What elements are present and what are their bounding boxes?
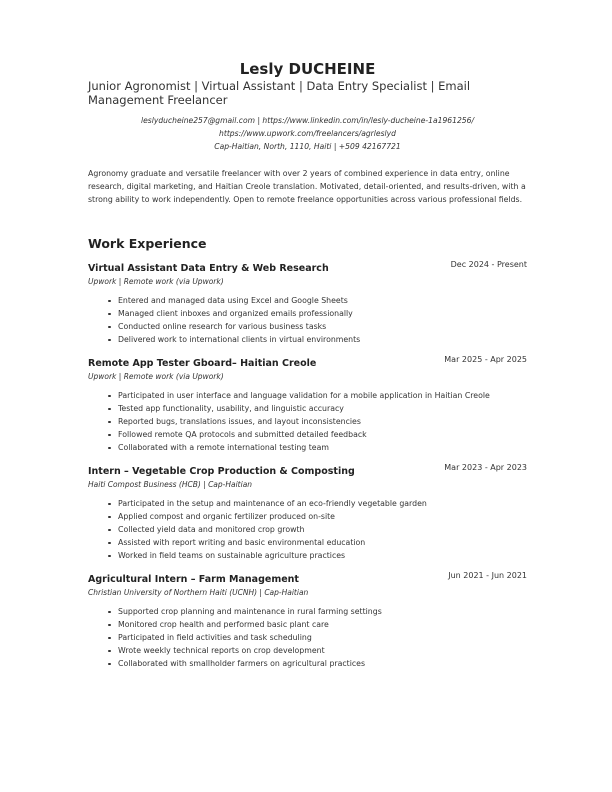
- job-bullet: Monitored crop health and performed basic plant care: [118, 618, 527, 631]
- job-entry: [88, 465, 527, 562]
- job-title: Agricultural Intern – Farm Management: [88, 574, 299, 585]
- job-entry: [88, 573, 527, 670]
- job-title: Intern – Vegetable Crop Production & Composting: [88, 466, 355, 477]
- job-bullet: Tested app functionality, usability, and linguistic accuracy: [118, 402, 527, 415]
- job-bullets: [88, 294, 527, 346]
- job-bullet: Collected yield data and monitored crop growth: [118, 523, 527, 536]
- job-date: Mar 2025 - Apr 2025: [444, 355, 527, 364]
- section-heading-work-experience: Work Experience: [88, 236, 207, 251]
- job-date: Dec 2024 - Present: [450, 260, 527, 269]
- job-company: Upwork | Remote work (via Upwork): [88, 372, 224, 381]
- job-bullet: Participated in field activities and task scheduling: [118, 631, 527, 644]
- job-bullet: Collaborated with a remote international testing team: [118, 441, 527, 454]
- job-bullet: Entered and managed data using Excel and Google Sheets: [118, 294, 527, 307]
- job-bullet: Delivered work to international clients in virtual environments: [118, 333, 527, 346]
- job-date: Mar 2023 - Apr 2023: [444, 463, 527, 472]
- job-bullet: Assisted with report writing and basic environmental education: [118, 536, 527, 549]
- contact-upwork[interactable]: https://www.upwork.com/freelancers/agrleslyd: [219, 129, 396, 138]
- job-company: Christian University of Northern Haiti (UCNH) | Cap-Haitian: [88, 588, 309, 597]
- professional-title: Junior Agronomist | Virtual Assistant | Data Entry Specialist | Email Management Freelancer: [88, 79, 471, 107]
- job-bullet: Collaborated with smallholder farmers on agricultural practices: [118, 657, 527, 670]
- job-bullet: Managed client inboxes and organized emails professionally: [118, 307, 527, 320]
- candidate-name: Lesly DUCHEINE: [239, 60, 376, 78]
- job-bullets: [88, 389, 527, 454]
- job-bullet: Applied compost and organic fertilizer produced on-site: [118, 510, 527, 523]
- contact-address-phone: Cap-Haitian, North, 1110, Haiti | +509 42167721: [214, 142, 401, 151]
- job-bullets: [88, 497, 527, 562]
- job-entry: [88, 262, 527, 346]
- job-title: Remote App Tester Gboard– Haitian Creole: [88, 358, 317, 369]
- job-company: Upwork | Remote work (via Upwork): [88, 277, 224, 286]
- job-company: Haiti Compost Business (HCB) | Cap-Haitian: [88, 480, 253, 489]
- summary: Agronomy graduate and versatile freelancer with over 2 years of combined experience in data entry, online research, digital marketing, and Haitian Creole translation. Motivated, detail-oriented, and results-driven, with a strong ability to work independently. Open to remote freelance opportunities across various professional fields.: [88, 169, 526, 204]
- contact-email-linkedin[interactable]: leslyducheine257@gmail.com | https://www.linkedin.com/in/lesly-ducheine-1a1961256/: [140, 116, 475, 125]
- job-bullets: [88, 605, 527, 670]
- job-bullet: Worked in field teams on sustainable agriculture practices: [118, 549, 527, 562]
- job-bullet: Followed remote QA protocols and submitted detailed feedback: [118, 428, 527, 441]
- job-entry: [88, 357, 527, 454]
- job-bullet: Participated in the setup and maintenance of an eco-friendly vegetable garden: [118, 497, 527, 510]
- job-bullet: Conducted online research for various business tasks: [118, 320, 527, 333]
- job-list: [88, 262, 527, 681]
- job-bullet: Participated in user interface and language validation for a mobile application in Haitian Creole: [118, 389, 527, 402]
- job-bullet: Wrote weekly technical reports on crop development: [118, 644, 527, 657]
- contact-info: [88, 114, 527, 153]
- job-bullet: Supported crop planning and maintenance in rural farming settings: [118, 605, 527, 618]
- job-date: Jun 2021 - Jun 2021: [448, 571, 527, 580]
- job-title: Virtual Assistant Data Entry & Web Research: [88, 263, 329, 274]
- job-bullet: Reported bugs, translations issues, and layout inconsistencies: [118, 415, 527, 428]
